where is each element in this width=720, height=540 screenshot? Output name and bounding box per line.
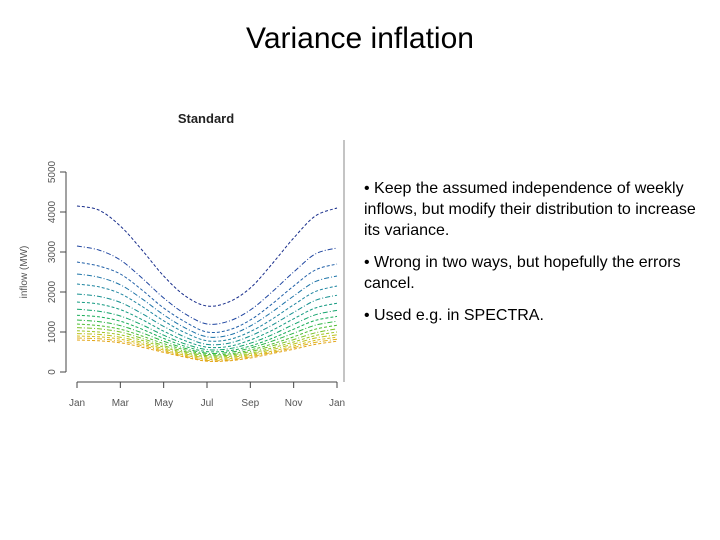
x-tick-label: Sep — [241, 398, 260, 409]
series-line — [77, 246, 337, 324]
x-tick-label: Mar — [111, 398, 129, 409]
bullet-item: • Used e.g. in SPECTRA. — [364, 307, 544, 324]
chart-container — [0, 100, 360, 420]
bullet-list — [364, 178, 714, 337]
y-tick-label: 4000 — [47, 200, 58, 224]
y-tick-label: 0 — [47, 369, 58, 375]
bullet-item: • Wrong in two ways, but hopefully the errors cancel. — [364, 254, 681, 292]
x-tick-label: May — [154, 398, 174, 409]
chart-title: Standard — [177, 111, 235, 126]
y-tick-label: 1000 — [47, 320, 58, 344]
x-tick-label: Jan — [328, 398, 346, 409]
series-line — [77, 334, 337, 359]
series-line — [77, 206, 337, 306]
y-tick-label: 3000 — [47, 240, 58, 264]
x-tick-label: Jul — [200, 398, 214, 409]
series-line — [77, 320, 337, 354]
x-tick-label: Nov — [284, 398, 303, 409]
y-axis-label: inflow (MW) — [19, 245, 30, 299]
bullet-item: • Keep the assumed independence of weekly inflows, but modify their distribution to increase its variance. — [364, 180, 696, 239]
series-line — [77, 309, 337, 350]
y-tick-label: 5000 — [47, 160, 58, 184]
series-line — [77, 324, 337, 355]
slide-title: Variance inflation — [246, 22, 474, 55]
x-tick-label: Jan — [68, 398, 86, 409]
inflow-chart — [0, 100, 360, 420]
y-tick-label: 2000 — [47, 280, 58, 304]
